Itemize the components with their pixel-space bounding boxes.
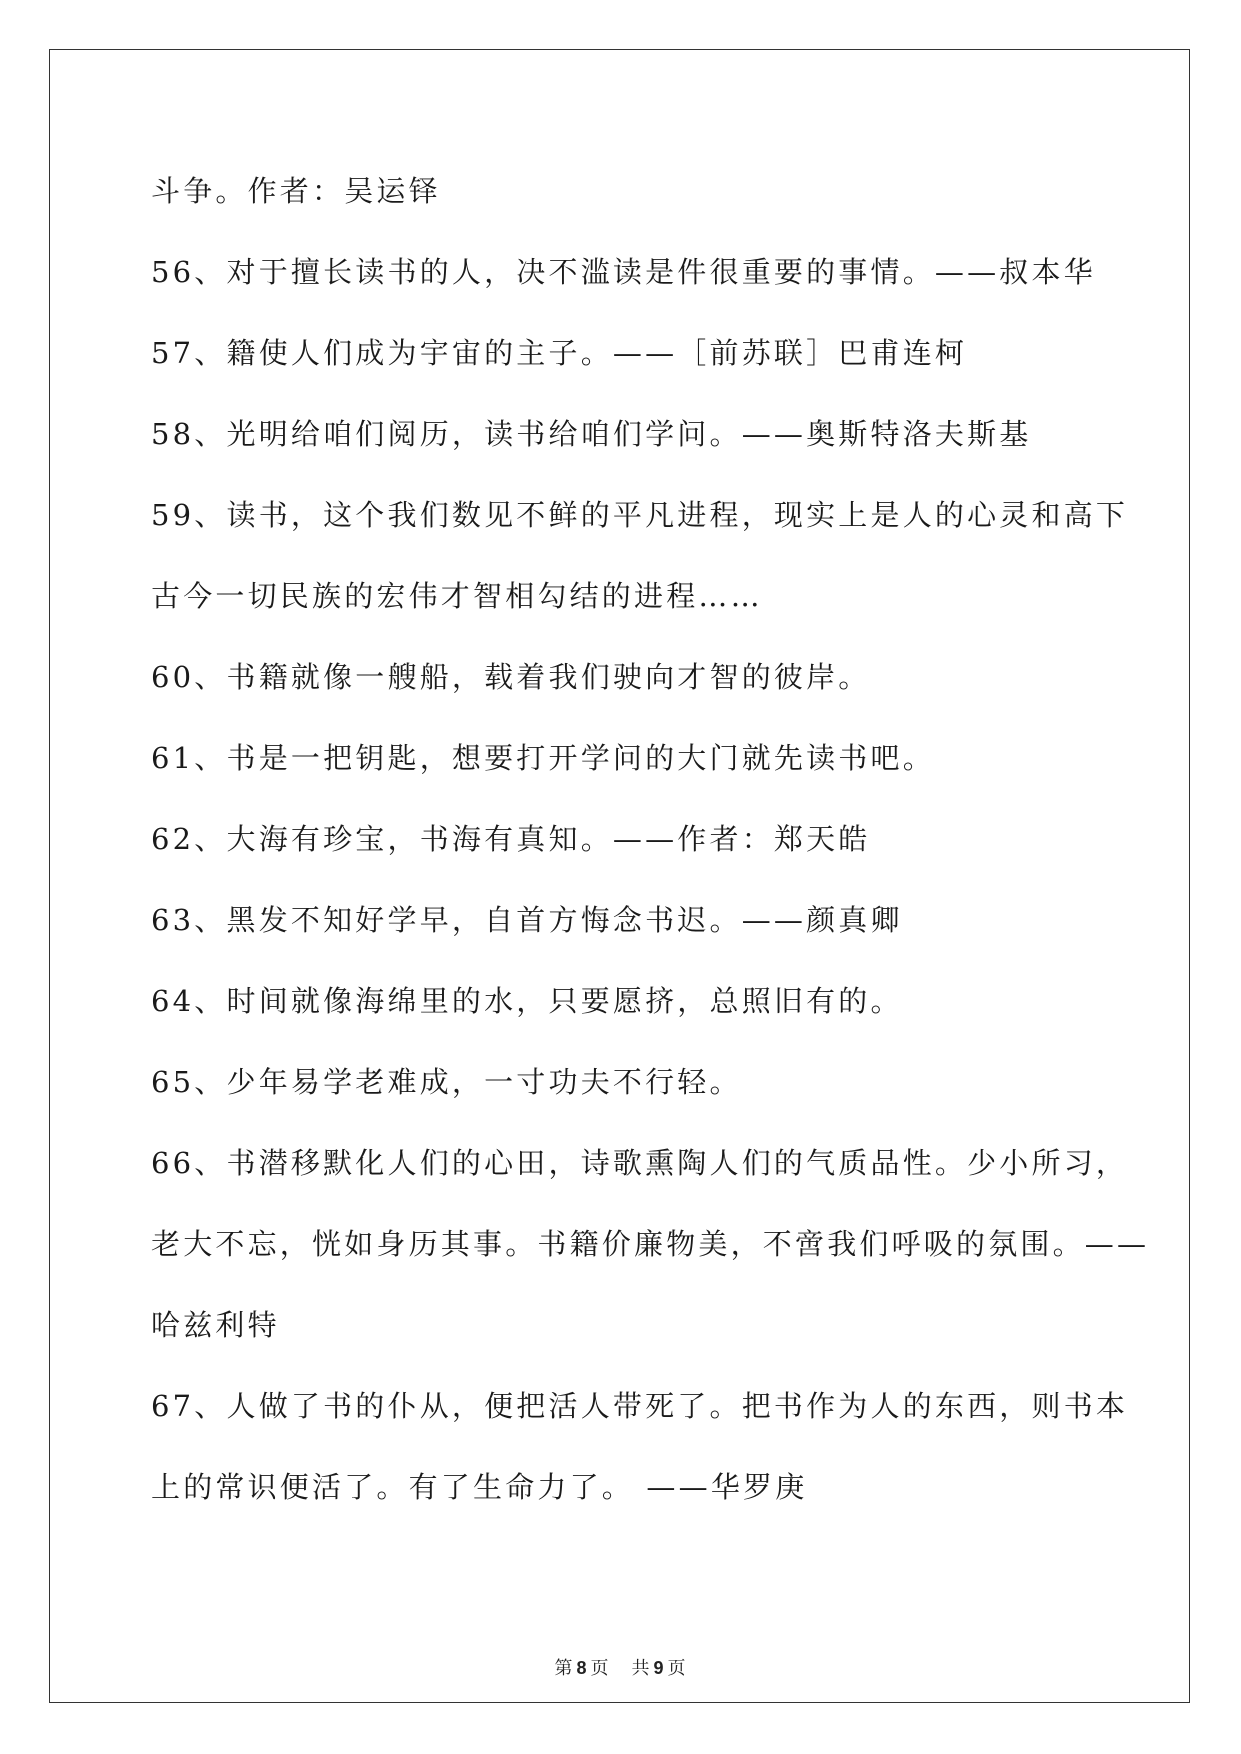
total-prefix: 共 [631, 1658, 651, 1679]
text-line: 古今一切民族的宏伟才智相勾结的进程…… [151, 579, 763, 613]
text-line: 斗争。作者：吴运铎 [151, 174, 441, 208]
text-line: 67、人做了书的仆从，便把活人带死了。把书作为人的东西，则书本 [151, 1389, 1129, 1423]
page-footer [0, 1654, 1241, 1680]
total-suffix: 页 [667, 1658, 687, 1679]
text-line: 63、黑发不知好学早，自首方悔念书迟。——颜真卿 [151, 903, 903, 937]
text-line: 61、书是一把钥匙，想要打开学问的大门就先读书吧。 [151, 741, 935, 775]
text-line: 66、书潜移默化人们的心田，诗歌熏陶人们的气质品性。少小所习， [151, 1146, 1129, 1180]
text-line: 老大不忘，恍如身历其事。书籍价廉物美，不啻我们呼吸的氛围。—— [151, 1227, 1150, 1261]
text-line: 58、光明给咱们阅历，读书给咱们学问。——奥斯特洛夫斯基 [151, 417, 1032, 451]
text-line: 62、大海有珍宝，书海有真知。——作者：郑天皓 [151, 822, 871, 856]
text-line: 57、籍使人们成为宇宙的主子。——［前苏联］巴甫连柯 [151, 336, 968, 370]
text-line: 64、时间就像海绵里的水，只要愿挤，总照旧有的。 [151, 984, 903, 1018]
page-total-number: 9 [653, 1658, 665, 1678]
text-line: 60、书籍就像一艘船，载着我们驶向才智的彼岸。 [151, 660, 871, 694]
page-prefix: 第 [554, 1658, 574, 1679]
text-line: 65、少年易学老难成，一寸功夫不行轻。 [151, 1065, 742, 1099]
page-current-number: 8 [576, 1658, 588, 1678]
document-body [151, 164, 1150, 1541]
text-line: 哈兹利特 [151, 1308, 280, 1342]
text-line: 56、对于擅长读书的人，决不滥读是件很重要的事情。——叔本华 [151, 255, 1096, 289]
page-suffix: 页 [590, 1658, 610, 1679]
text-line: 59、读书，这个我们数见不鲜的平凡进程，现实上是人的心灵和高下 [151, 498, 1129, 532]
text-line: 上的常识便活了。有了生命力了。 ——华罗庚 [151, 1470, 808, 1504]
